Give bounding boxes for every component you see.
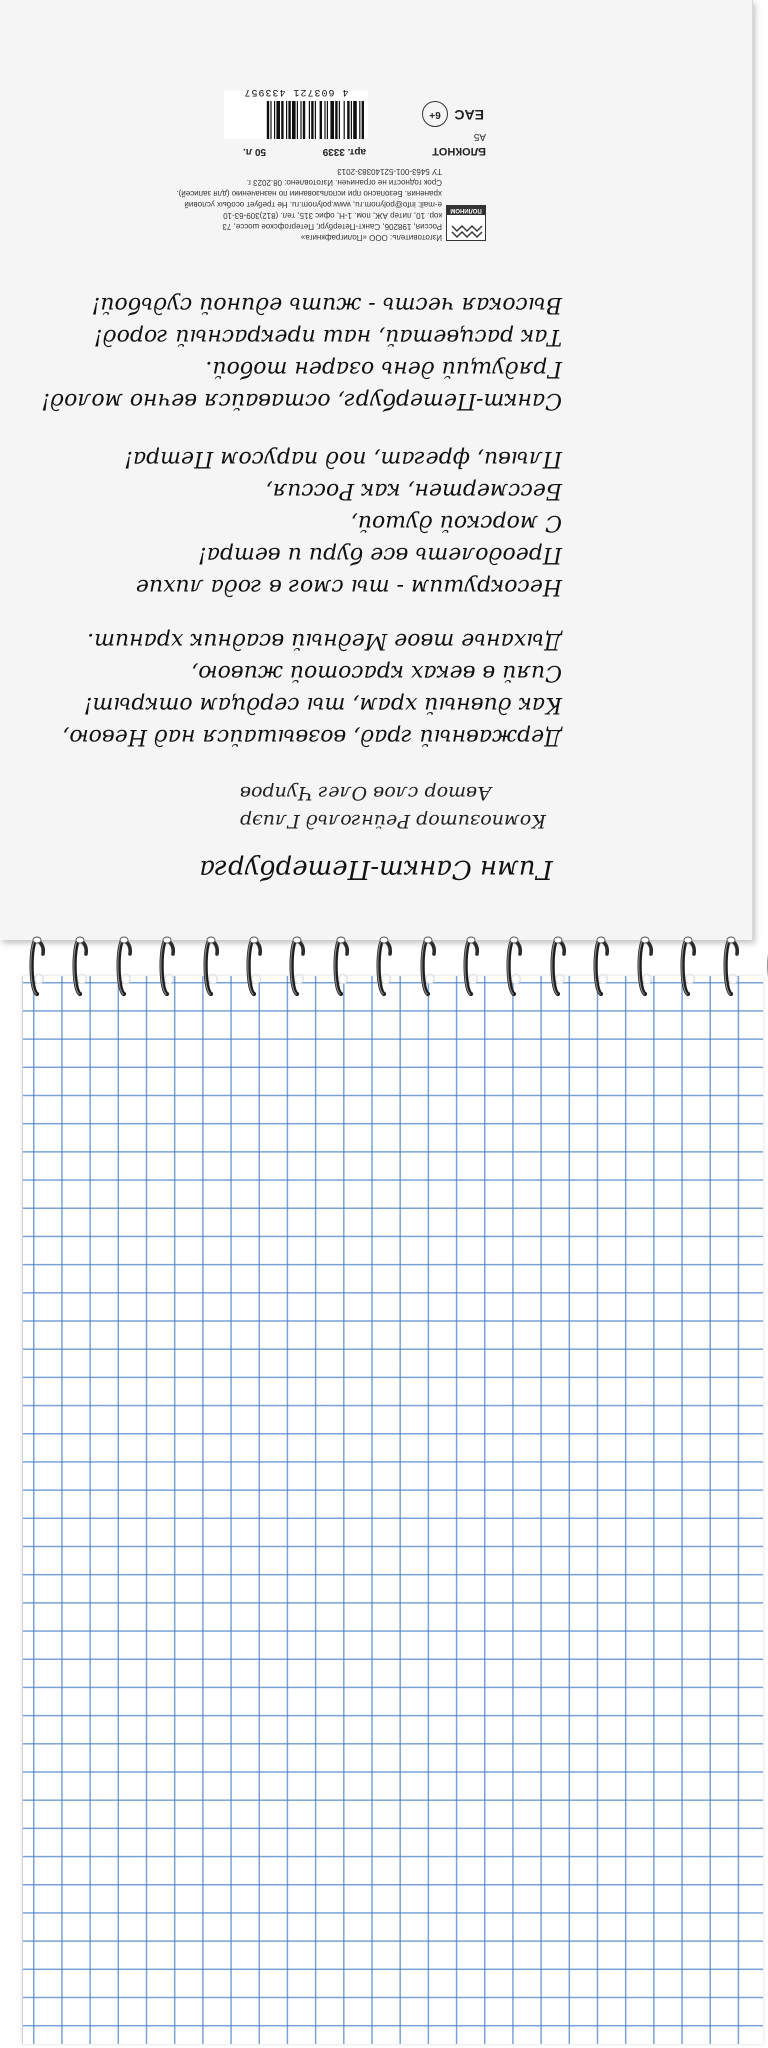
barcode-bar [309,101,310,139]
spiral-ring-icon [28,936,50,998]
barcode-bar [270,101,271,139]
verse-line: Бессмертен, как Россия, [265,478,562,503]
verse-line: Дыханье твое Медный всадник хранит. [87,628,562,653]
brand-logo [446,205,486,241]
verse-line: Грядущий день озарен тобой. [205,356,562,381]
wave-logo-icon [447,220,485,240]
barcode [224,86,368,139]
barcode-bar [300,101,301,139]
spiral-ring-icon [375,936,397,998]
verse-2 [124,442,562,602]
barcode-number: 4 603721 433957 [243,86,349,97]
manufacturer-line: хранения. Безопасно при использовании по назначению (для записей). [176,189,442,198]
barcode-bar [351,101,352,139]
manufacturer-line: Срок годности не ограничен. Изготовлено: 08.2023 г. [246,178,442,187]
barcode-bar [320,101,322,139]
barcode-bar [353,101,357,139]
spiral-ring-icon [419,936,441,998]
barcode-bar [292,101,296,139]
notebook-cover [0,0,753,940]
barcode-bar [330,101,334,139]
manufacturer-line: e-mail: info@polynom.ru, www.polynom.ru. Не требует особых условий [184,200,442,209]
spiral-ring-icon [288,936,310,998]
spiral-ring-icon [202,936,224,998]
spiral-ring-icon [462,936,484,998]
barcode-bar [286,101,287,139]
spiral-ring-icon [245,936,267,998]
verse-line: Несокрушим - ты смог в года лихие [135,574,562,599]
spiral-ring-icon [549,936,571,998]
verse-line: С морской душой, [350,510,562,535]
barcode-bar [344,101,345,139]
anthem-title: Гимн Санкт-Петербурга [199,854,553,884]
verse-3 [41,288,562,416]
spiral-ring-icon [722,936,744,998]
author-credit: Автор слов Олег Чупров [240,782,492,804]
verse-line: Плыви, фрегат, под парусом Петра! [124,446,562,471]
barcode-bar [339,101,340,139]
spiral-ring-icon [679,936,701,998]
barcode-bar [324,101,325,139]
age-rating-badge [422,101,448,127]
product-format: А5 [473,131,486,142]
spiral-ring-icon [592,936,614,998]
spiral-ring-icon [636,936,658,998]
verse-line: Санкт-Петербург, оставайся вечно молод! [41,388,562,413]
article-number: арт. 3339 [322,146,366,157]
grid-paper-sheet[interactable] [22,976,763,2044]
verse-line: Как дивный храм, ты сердцам открыт! [83,692,562,717]
barcode-bar [362,101,364,139]
barcode-bar [297,101,298,139]
verse-1 [62,624,562,752]
eac-mark: EAC [454,107,484,123]
barcode-bar [327,101,328,139]
spiral-ring-icon [71,936,93,998]
manufacturer-line: Россия, 198206, Санкт-Петербург, Петергофское шоссе, 73 [222,222,442,231]
verse-line: Сияй в веках красотой живою, [191,660,562,685]
product-name: БЛОКНОТ [432,145,486,157]
composer-credit: Композитор Рейнгольд Глиэр [240,810,546,832]
verse-line: Высокая честь - жить единой судьбой! [91,292,562,317]
manufacturer-line: кор. 10, литер АЖ, пом. 1-Н, офис 315, тел. (812)309-63-10 [223,211,442,220]
barcode-bar [288,101,290,139]
spiral-ring-icon [332,936,354,998]
barcode-bar [267,101,269,139]
product-label [66,75,486,245]
barcode-bar [311,101,313,139]
verse-line: Державный град, возвышайся над Невою, [62,724,562,749]
barcode-bar [274,101,275,139]
barcode-bar [359,101,360,139]
spiral-ring-icon [115,936,137,998]
verse-line: Так расцветай, наш прекрасный город! [93,324,562,349]
spiral-ring-icon [158,936,180,998]
verse-line: Преодолеть все бури и ветра! [197,542,562,567]
barcode-bar [303,101,305,139]
manufacturer-line: Изготовитель: ООО «Полиграфкнига» [300,233,442,242]
barcode-bar [335,101,337,139]
barcode-bar [347,101,349,139]
barcode-bar [281,101,283,139]
barcode-bar [315,101,316,139]
sheet-count: 50 л. [242,146,266,157]
barcode-bars-icon [224,101,368,139]
age-rating-text: 6+ [429,109,441,120]
spiral-ring-icon [505,936,527,998]
brand-name: ПОЛИНОМ [447,205,485,215]
manufacturer-info [112,166,442,243]
barcode-bar [276,101,280,139]
manufacturer-line: ТУ 5463-001-52140383-2013 [337,167,442,176]
cover-content-rotated [0,0,752,940]
